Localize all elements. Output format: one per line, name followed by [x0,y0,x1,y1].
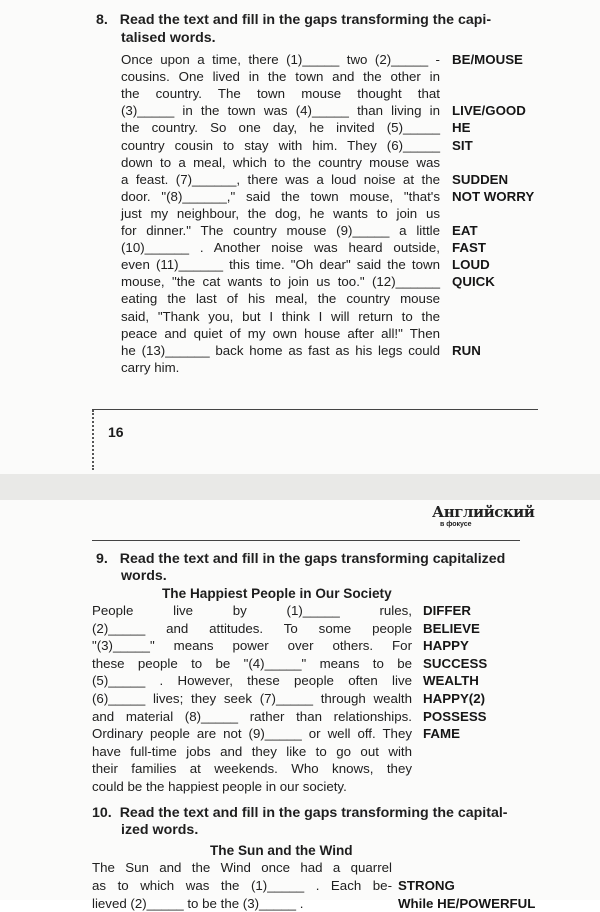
keyword: QUICK [452,274,495,290]
keyword: FAME [423,726,460,742]
text-line: just my neighbour, the dog, he wants to join us [121,205,440,221]
text-line: (3)_____ in the town was (4)_____ than living in [121,103,440,119]
text-line: peace and quiet of my own house after all!" Then [121,325,440,341]
text-line: even (11)______ this time. "Oh dear" said the town [121,257,440,273]
page-gap [0,474,600,500]
text-line: (5)_____ . However, these people often live [92,673,412,689]
text-line: their families at weekends. Who knows, they [92,761,412,777]
text-line: Ordinary people are not (9)_____ or well off. They [92,726,412,742]
text-line: the country. The town mouse thought that [121,86,440,102]
keyword: POSSESS [423,708,487,724]
text-line: cousins. One lived in the town and the other in [121,69,440,85]
keyword: LIVE/GOOD [452,103,526,119]
keyword: RUN [452,342,481,358]
exercise-9-title [96,551,505,568]
exercise-8-title [96,12,491,29]
text-line: have full-time jobs and they like to go out with [92,743,412,759]
keyword: HAPPY(2) [423,691,486,706]
text-title: The Sun and the Wind [210,843,353,858]
title-line-1: Read the text and fill in the gaps transforming the capi- [119,12,492,28]
exercise-8-title-cont: talised words. [121,30,216,46]
exercise-9-title-cont: words. [121,568,167,584]
text-line: "(3)_____" means power over others. For [92,638,412,654]
text-line: (2)_____ and attitudes. To some people [92,620,412,636]
text-line: mouse, "the cat wants to join us too." (12)______ [121,274,440,290]
exercise-10-title [92,805,508,822]
keyword: LOUD [452,257,490,273]
exercise-number: 8. [96,12,108,28]
keyword: SUCCESS [423,655,488,671]
text-line: carry him. [121,359,180,375]
text-line: door. "(8)______," said the town mouse, "that's [121,188,440,204]
text-line: country cousin to stay with him. They (6)_____ [121,137,440,153]
text-line: People live by (1)_____ rules, [92,603,412,618]
text-line: he (13)______ back home as fast as his legs could [121,342,440,358]
text-line: Once upon a time, there (1)_____ two (2)_____ - [121,52,440,67]
text-line: eating the last of his meal, the country mouse [121,291,440,307]
text-line: (6)_____ lives; they seek (7)_____ through wealth [92,691,412,706]
keyword: SIT [452,137,473,153]
publisher-logo [432,503,535,534]
keyword: SUDDEN [452,171,509,187]
text-line: said, "Thank you, but I think I will return to the [121,308,440,324]
text-line: down to a meal, which to the country mouse was [121,154,440,170]
keyword: HE [452,120,471,136]
text-line: a feast. (7)______, there was a loud noise at the [121,171,440,187]
page-number: 16 [108,424,124,440]
exercise-10-title-cont: ized words. [121,822,199,838]
keyword: DIFFER [423,603,472,618]
text-line: The Sun and the Wind once had a quarrel [92,860,392,875]
text-line: for dinner." The country mouse (9)_____ a little [121,223,440,238]
text-line: lieved (2)_____ to be the (3)_____ . [92,896,304,912]
exercise-number: 10. [92,805,112,821]
text-title: The Happiest People in Our Society [162,586,392,601]
divider [92,409,538,410]
title-line-1: Read the text and fill in the gaps transforming capitalized [119,551,506,567]
keyword: NOT WORRY [452,188,535,204]
text-line: (10)______ . Another noise was heard outside, [121,240,440,256]
exercise-number: 9. [96,551,108,567]
divider [92,540,520,541]
text-line: as to which was the (1)_____ . Each be- [92,878,392,894]
keyword: HAPPY [423,638,469,654]
text-line: these people to be "(4)_____" means to be [92,655,412,671]
title-line-1: Read the text and fill in the gaps transforming the capital- [119,805,508,821]
keyword: EAT [452,223,478,238]
text-line: and material (8)_____ rather than relationships. [92,708,412,724]
logo-title: Английский [432,503,535,521]
text-line: the country. So one day, he invited (5)_____ [121,120,440,136]
text-line: could be the happiest people in our society. [92,779,347,794]
keyword: STRONG [398,878,455,894]
keyword: BE/MOUSE [452,52,523,67]
logo-subtitle: в фокусе [440,521,472,528]
dotted-margin [92,410,94,470]
keyword: WEALTH [423,673,479,689]
keyword: BELIEVE [423,620,480,636]
keyword: While HE/POWERFUL [398,896,536,912]
keyword: FAST [452,240,486,256]
